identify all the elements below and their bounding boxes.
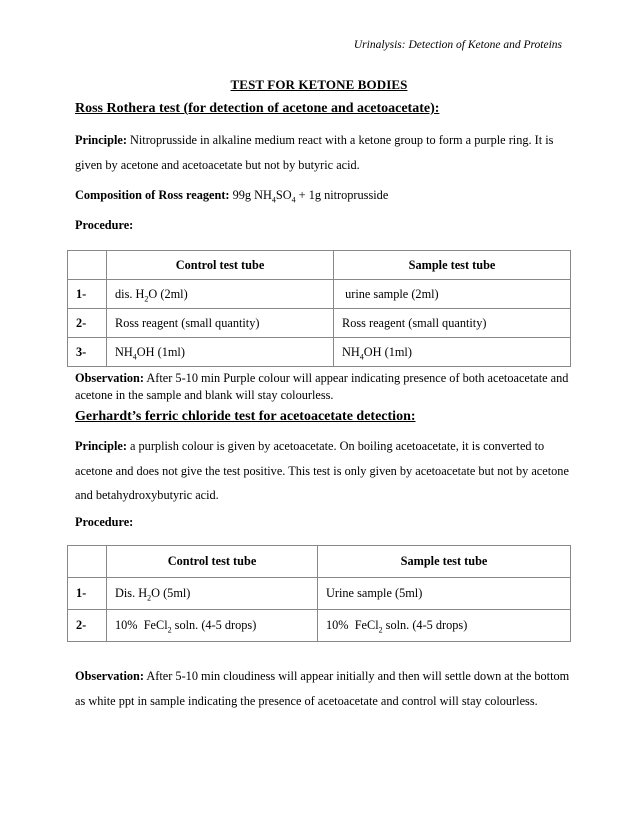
table-header-cell: Control test tube <box>107 251 334 280</box>
principle-text: a purplish colour is given by acetoacetate. On boiling acetoacetate, it is converted to acetone and does not give the test positive. This test is only given by acetoacetate but not by acetone and betahydroxybutyric acid. <box>75 439 569 502</box>
gerhardt-observation <box>75 664 572 713</box>
row-number: 1- <box>68 578 107 610</box>
ross-rothera-heading: Ross Rothera test (for detection of acetone and acetoacetate): <box>75 101 440 116</box>
control-cell: 10% FeCl$_2$ soln. (4-5 drops) <box>107 610 318 642</box>
control-cell: Dis. $H_2O$ (5ml) <box>107 578 318 610</box>
observation-label: Observation: <box>75 371 144 385</box>
page-title: TEST FOR KETONE BODIES <box>230 77 408 92</box>
row-number: 3- <box>68 338 107 367</box>
composition-label: Composition of Ross reagent: <box>75 188 230 202</box>
principle-text: Nitroprusside in alkaline medium react with a ketone group to form a purple ring. It is given by acetone and acetoacetate but not by butyric acid. <box>75 133 554 172</box>
table-row <box>68 309 571 338</box>
table-row <box>68 610 571 642</box>
table-row <box>68 280 571 309</box>
ross-procedure-label: Procedure: <box>75 218 134 232</box>
sample-cell: $NH_4OH$ (1ml) <box>334 338 571 367</box>
table-header-cell: Sample test tube <box>334 251 571 280</box>
sample-cell: urine sample (2ml) <box>334 280 571 309</box>
composition-text: 99g $NH_4SO_4 + 1g$ nitroprusside <box>232 188 389 205</box>
table-row <box>68 578 571 610</box>
gerhardt-procedure-table <box>67 545 571 642</box>
principle-label: Principle: <box>75 133 127 147</box>
table-header-cell <box>68 251 107 280</box>
control-cell: $NH_4OH$ (1ml) <box>107 338 334 367</box>
ross-composition <box>75 183 570 208</box>
ross-observation <box>75 370 575 404</box>
gerhardt-heading: Gerhardt’s ferric chloride test for acetoacetate detection: <box>75 409 416 424</box>
control-cell: Ross reagent (small quantity) <box>107 309 334 338</box>
control-cell: dis. $H_2O$ (2ml) <box>107 280 334 309</box>
table-header-cell <box>68 546 107 578</box>
observation-text: After 5-10 min Purple colour will appear indicating presence of both acetoacetate and acetone in the sample and blank will stay colourless. <box>75 371 569 402</box>
sample-cell: 10% FeCl$_2$ soln. (4-5 drops) <box>318 610 571 642</box>
row-number: 1- <box>68 280 107 309</box>
ross-procedure-table <box>67 250 571 367</box>
observation-text: After 5-10 min cloudiness will appear initially and then will settle down at the bottom as white ppt in sample indicating the presence of acetoacetate and control will stay colourless. <box>75 669 570 708</box>
observation-label: Observation: <box>75 669 144 683</box>
gerhardt-procedure-label: Procedure: <box>75 515 134 529</box>
gerhardt-principle <box>75 434 570 508</box>
sample-cell: Ross reagent (small quantity) <box>334 309 571 338</box>
sample-cell: Urine sample (5ml) <box>318 578 571 610</box>
running-header: Urinalysis: Detection of Ketone and Proteins <box>353 39 562 51</box>
row-number: 2- <box>68 610 107 642</box>
row-number: 2- <box>68 309 107 338</box>
table-header-row <box>68 251 571 280</box>
table-header-row <box>68 546 571 578</box>
table-header-cell: Control test tube <box>107 546 318 578</box>
ross-principle <box>75 128 570 177</box>
table-row <box>68 338 571 367</box>
principle-label: Principle: <box>75 439 127 453</box>
table-header-cell: Sample test tube <box>318 546 571 578</box>
